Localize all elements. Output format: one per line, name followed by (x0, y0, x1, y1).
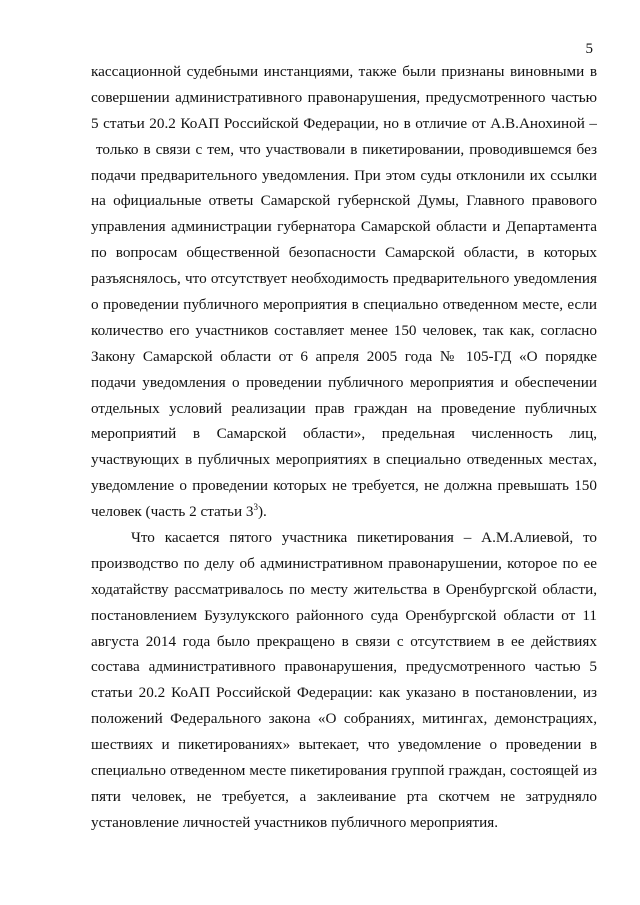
text-line: состава административного правонарушения, предусмотренного частью 5 (91, 658, 597, 676)
text-line: подачи уведомления о проведении публичного мероприятия и обеспечении (91, 373, 597, 391)
text-line: Закону Самарской области от 6 апреля 2005 года № 105-ГД «О порядке (91, 347, 597, 365)
text-line: уведомление о проведении которых не требуется, не должна превышать 150 (91, 477, 597, 495)
text-line-indented: Что касается пятого участника пикетирования – А.М.Алиевой, то (131, 529, 597, 547)
text-line: подачи предварительного уведомления. При этом суды отклонили их ссылки (91, 166, 597, 184)
text-line: количество его участников составляет менее 150 человек, так как, согласно (91, 321, 597, 339)
text-line: участвующих в публичных мероприятиях в специально отведенных местах, (91, 451, 597, 469)
page-number: 5 (585, 41, 593, 57)
text-line: пяти человек, не требуется, а заклеивание рта скотчем не затрудняло (91, 787, 597, 805)
text-line: о проведении публичного мероприятия в специально отведенном месте, если (91, 296, 597, 314)
text-line: августа 2014 года было прекращено в связи с отсутствием в ее действиях (91, 632, 597, 650)
text-line-last: установление личностей участников публичного мероприятия. (91, 813, 499, 831)
text-line: управления администрации губернатора Самарской области и Департамента (91, 218, 597, 236)
text-line: ходатайству рассматривалось по месту жительства в Оренбургской области, (91, 580, 597, 598)
text-line: разъяснялось, что отсутствует необходимость предварительного уведомления (91, 270, 597, 288)
text-line: 5 статьи 20.2 КоАП Российской Федерации, но в отличие от А.В.Анохиной – (91, 114, 597, 132)
text-line: только в связи с тем, что участвовали в пикетировании, проводившемся без (91, 140, 597, 158)
text-line: мероприятий в Самарской области», предельная численность лиц, (91, 425, 597, 443)
document-body (91, 59, 597, 836)
paragraph-2 (91, 525, 597, 836)
text-line: по вопросам общественной безопасности Самарской области, в которых (91, 244, 597, 262)
superscript: 3 (253, 502, 258, 513)
text-line: постановлением Бузулукского районного суда Оренбургской области от 11 (91, 606, 597, 624)
text-line: производство по делу об административном правонарушении, которое по ее (91, 554, 597, 572)
text-line: статьи 20.2 КоАП Российской Федерации: как указано в постановлении, из (91, 684, 597, 702)
text-line-last (91, 499, 597, 525)
text-line: положений Федерального закона «О собраниях, митингах, демонстрациях, (91, 710, 597, 728)
text-line: кассационной судебными инстанциями, также были признаны виновными в (91, 63, 597, 80)
text-line: отдельных условий реализации прав граждан на проведение публичных (91, 399, 597, 417)
text-line: шествиях и пикетированиях» вытекает, что уведомление о проведении в (91, 736, 597, 754)
text-fragment: человек (часть 2 статьи 3 (91, 503, 254, 521)
text-line: на официальные ответы Самарской губернской Думы, Главного правового (91, 192, 597, 210)
text-line: совершении административного правонарушения, предусмотренного частью (91, 88, 597, 106)
paragraph-1 (91, 59, 597, 525)
text-line: специально отведенном месте пикетирования группой граждан, состоящей из (91, 762, 597, 780)
text-fragment: ). (257, 503, 267, 521)
